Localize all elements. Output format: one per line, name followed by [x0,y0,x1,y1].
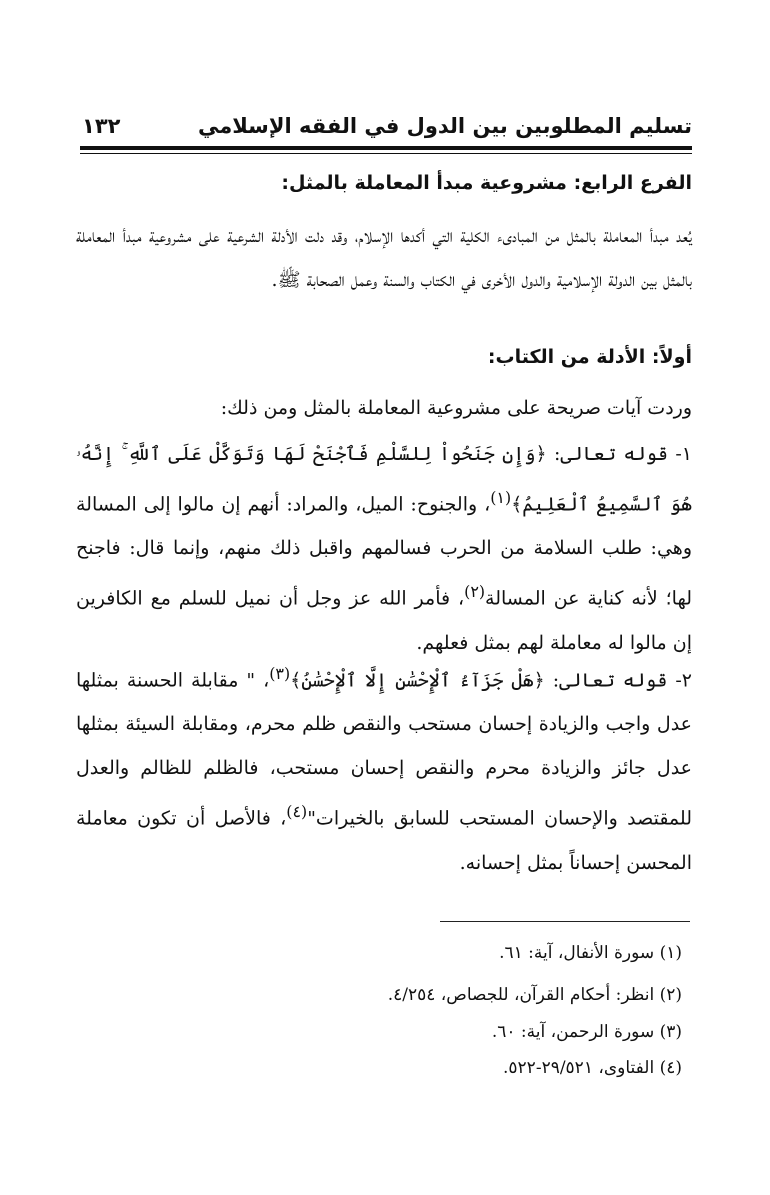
footnote-2: (٢) انظر: أحكام القرآن، للجصاص، ٤/٢٥٤. [387,985,682,1005]
item-body: ، والجنوح: الميل، والمراد: أنهم إن مالوا إلى المسالة وهي: طلب السلامة من الحرب فسالمهم واقبل ذلك منهم، وإنما قال: فاجنح لها؛ لأنه كناية عن المسالة [76,493,692,610]
item-intro: قوله تعالى: [546,443,668,465]
intro-paragraph: يُعد مبدأ المعاملة بالمثل من المبادىء الكلية التي أكدها الإسلام، وقد دلت الأدلة الشرعية على مشروعية مبدأ المعاملة بالمثل بين الدولة الإسلامية والدول الأخرى في الكتاب والسنة وعمل الصحابة ﷺ. [76,225,692,291]
running-title: تسليم المطلوبين بين الدول في الفقه الإسلامي [197,114,692,138]
header-rule-thin [80,153,692,154]
footnote-4: (٤) الفتاوى، ٢٩/٥٢١-٥٢٢. [503,1058,682,1078]
item-body-cont: ، فالأصل أن تكون معاملة المحسن إحساناً بمثل إحسانه. [76,807,692,874]
footnote-ref: (٢) [464,582,486,602]
header-rule-thick [80,146,692,150]
footnote-ref: (٣) [269,664,291,683]
quran-verse: ﴿وَإِن جَنَحُواْ لِلسَّلْمِ فَٱجْنَحْ لَهَا وَتَوَكَّلْ عَلَى ٱللَّهِ ۚ إِنَّهُۥ هُوَ ٱلسَّمِيعُ ٱلْعَلِيمُ﴾ [76,443,692,516]
quran-verse: ﴿هَلْ جَزَآءُ ٱلْإِحْسَٰنِ إِلَّا ٱلْإِحْسَٰنُ﴾ [290,669,545,692]
lead-paragraph: وردت آيات صريحة على مشروعية المعاملة بالمثل ومن ذلك: [220,397,692,419]
item-intro: قوله تعالى: [544,669,668,692]
footnote-1: (١) سورة الأنفال، آية: ٦١. [499,943,682,963]
evidence-item-2 [76,652,692,885]
footnote-3: (٣) سورة الرحمن، آية: ٦٠. [491,1022,682,1042]
item-body: ، " مقابلة الحسنة بمثلها عدل واجب والزيادة إحسان مستحب والنقص ظلم محرم، ومقابلة السيئة بمثلها عدل جائز والزيادة محرم والنقص إحسان مستحب، فالظلم للظالم والعدل للمقتصد والإحسان المستحب للسابق بالخيرات" [76,669,692,830]
item-number: ٢- [667,669,692,692]
item-body-cont: ، فأمر الله عز وجل أن نميل للسلم مع الكافرين إن مالوا له معاملة لهم بمثل فعلهم. [76,587,692,654]
page-header [80,110,692,150]
footnote-ref: (٤) [286,802,308,822]
footnote-divider [440,921,690,922]
evidence-item-1 [76,432,692,665]
subsection-heading: أولاً: الأدلة من الكتاب: [487,346,692,368]
page-number: ١٣٢ [82,114,121,138]
footnote-ref: (١) [490,488,512,507]
section-heading: الفرع الرابع: مشروعية مبدأ المعاملة بالمثل: [281,172,692,194]
item-number: ١- [667,443,692,465]
